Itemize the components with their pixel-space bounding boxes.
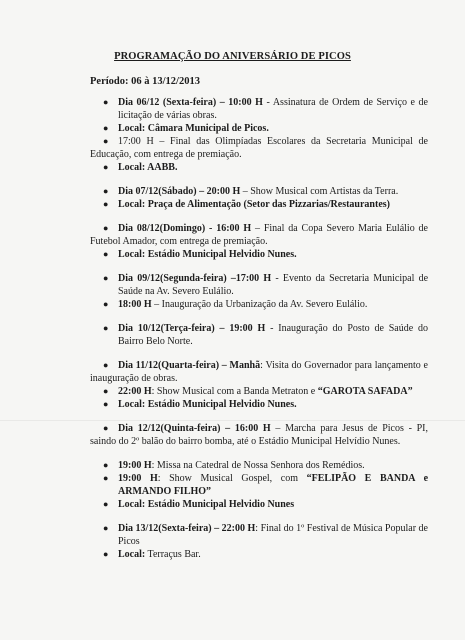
bullet-icon: ● bbox=[103, 423, 109, 433]
item-text: : Show Musical Gospel, com bbox=[157, 473, 307, 484]
item-text: - Assinatura de Ordem de Serviço e de licitação de várias obras. bbox=[118, 97, 428, 121]
schedule-item bbox=[90, 185, 428, 198]
schedule-item bbox=[90, 198, 428, 211]
bullet-icon: ● bbox=[103, 323, 109, 333]
item-text: Terraçus Bar. bbox=[145, 549, 201, 560]
item-text: - Evento da Secretaria Municipal de Saúde na Av. Severo Eulálio. bbox=[118, 273, 429, 297]
schedule-day-group bbox=[90, 96, 428, 174]
item-lead: Local: AABB. bbox=[118, 162, 178, 173]
schedule-item bbox=[90, 298, 428, 311]
schedule-day-group bbox=[90, 322, 428, 348]
bullet-icon: ● bbox=[103, 186, 109, 196]
bullet-icon: ● bbox=[103, 473, 109, 483]
bullet-icon: ● bbox=[103, 299, 109, 309]
schedule-day-group bbox=[90, 185, 428, 211]
item-lead: Local: Estádio Municipal Helvidio Nunes bbox=[118, 499, 295, 510]
schedule-item bbox=[90, 359, 428, 385]
schedule-item bbox=[90, 522, 428, 548]
schedule-item bbox=[90, 398, 428, 411]
item-tail: “FELIPÃO E BANDA e ARMANDO FILHO” bbox=[118, 473, 429, 497]
schedule-day-group bbox=[90, 272, 428, 311]
item-lead: Dia 12/12(Quinta-feira) – 16:00 H bbox=[118, 423, 271, 434]
schedule-item bbox=[90, 385, 428, 398]
item-text: – Show Musical com Artistas da Terra. bbox=[240, 186, 399, 197]
item-text: – Final da Copa Severo Maria Eulálio de Futebol Amador, com entrega de premiação. bbox=[90, 223, 428, 247]
item-lead: Local: Estádio Municipal Helvidio Nunes. bbox=[118, 399, 297, 410]
schedule-item bbox=[90, 135, 428, 161]
schedule-item bbox=[90, 322, 428, 348]
bullet-icon: ● bbox=[103, 399, 109, 409]
bullet-icon: ● bbox=[103, 136, 109, 146]
bullet-icon: ● bbox=[103, 386, 109, 396]
bullet-icon: ● bbox=[103, 199, 109, 209]
schedule-item bbox=[90, 498, 428, 511]
item-text: : Missa na Catedral de Nossa Senhora dos Remédios. bbox=[151, 460, 365, 471]
bullet-icon: ● bbox=[103, 249, 109, 259]
schedule-item bbox=[90, 222, 428, 248]
document-title: PROGRAMAÇÃO DO ANIVERSÁRIO DE PICOS bbox=[114, 51, 351, 62]
item-lead: Dia 13/12(Sexta-feira) – 22:00 H bbox=[118, 523, 256, 534]
item-lead: Local: Estádio Municipal Helvidio Nunes. bbox=[118, 249, 297, 260]
item-text: : Show Musical com a Banda Metraton e bbox=[151, 386, 318, 397]
schedule-item bbox=[90, 272, 428, 298]
item-lead: Dia 06/12 (Sexta-feira) – 10:00 H bbox=[118, 97, 263, 108]
bullet-icon: ● bbox=[103, 97, 109, 107]
schedule-item bbox=[90, 422, 428, 448]
item-text: – Inauguração da Urbanização da Av. Severo Eulálio. bbox=[151, 299, 368, 310]
item-lead: Local: bbox=[118, 549, 146, 560]
bullet-icon: ● bbox=[103, 360, 109, 370]
schedule-list bbox=[90, 96, 428, 572]
item-lead: Dia 10/12(Terça-feira) – 19:00 H bbox=[118, 323, 266, 334]
item-lead: Local: Câmara Municipal de Picos. bbox=[118, 123, 269, 134]
bullet-icon: ● bbox=[103, 223, 109, 233]
schedule-item bbox=[90, 96, 428, 122]
item-lead: Dia 09/12(Segunda-feira) –17:00 H bbox=[118, 273, 272, 284]
item-text: – Marcha para Jesus de Picos - PI, saindo do 2º balão do bairro bomba, até o Estádio Municipal Helvídio Nunes. bbox=[90, 423, 428, 447]
bullet-icon: ● bbox=[103, 162, 109, 172]
period-line: Período: 06 à 13/12/2013 bbox=[90, 76, 200, 87]
item-lead: Local: Praça de Alimentação (Setor das Pizzarias/Restaurantes) bbox=[118, 199, 390, 210]
schedule-item bbox=[90, 248, 428, 261]
bullet-icon: ● bbox=[103, 123, 109, 133]
item-tail: “GAROTA SAFADA” bbox=[317, 386, 413, 397]
schedule-item bbox=[90, 472, 428, 498]
item-lead: 18:00 H bbox=[118, 299, 152, 310]
item-text: 17:00 H – Final das Olimpíadas Escolares da Secretaria Municipal de Educação, com entrega de premiação. bbox=[90, 136, 428, 160]
bullet-icon: ● bbox=[103, 549, 109, 559]
item-text: : Visita do Governador para lançamento e inauguração de obras. bbox=[90, 360, 428, 384]
schedule-day-group bbox=[90, 422, 428, 448]
schedule-item bbox=[90, 459, 428, 472]
schedule-item bbox=[90, 161, 428, 174]
item-lead: Dia 07/12(Sábado) – 20:00 H bbox=[118, 186, 241, 197]
item-lead: 22:00 H bbox=[118, 386, 152, 397]
bullet-icon: ● bbox=[103, 523, 109, 533]
item-text: : Final do 1º Festival de Música Popular de Picos bbox=[118, 523, 428, 547]
item-lead: 19:00 H bbox=[118, 473, 158, 484]
item-lead: Dia 11/12(Quarta-feira) – Manhã bbox=[118, 360, 261, 371]
bullet-icon: ● bbox=[103, 460, 109, 470]
bullet-icon: ● bbox=[103, 273, 109, 283]
schedule-day-group bbox=[90, 522, 428, 561]
item-text: - Inauguração do Posto de Saúde do Bairro Belo Norte. bbox=[118, 323, 428, 347]
item-lead: 19:00 H bbox=[118, 460, 152, 471]
schedule-day-group bbox=[90, 459, 428, 511]
item-lead: Dia 08/12(Domingo) - 16:00 H bbox=[118, 223, 252, 234]
schedule-day-group bbox=[90, 222, 428, 261]
schedule-item bbox=[90, 548, 428, 561]
schedule-day-group bbox=[90, 359, 428, 411]
schedule-item bbox=[90, 122, 428, 135]
bullet-icon: ● bbox=[103, 499, 109, 509]
